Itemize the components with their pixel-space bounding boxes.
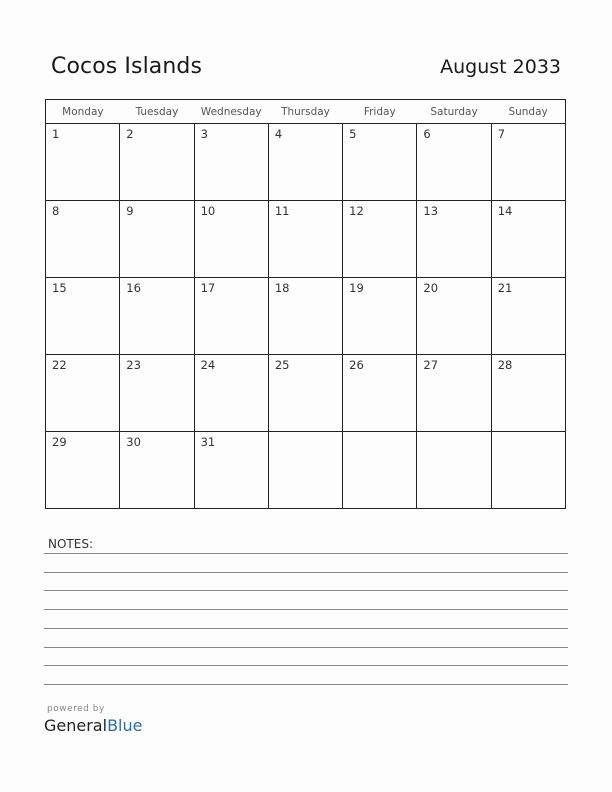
day-number	[417, 432, 490, 435]
day-cell	[120, 355, 194, 432]
day-number: 17	[200, 281, 216, 295]
note-line	[44, 684, 568, 685]
day-number: 3	[200, 127, 208, 141]
day-cell	[120, 124, 194, 201]
day-cell	[120, 432, 194, 509]
notes-label: NOTES:	[48, 537, 93, 551]
day-number: 7	[497, 127, 506, 141]
day-number: 8	[52, 204, 60, 218]
weekday-header: Friday	[343, 100, 417, 124]
day-number: 18	[274, 281, 290, 295]
day-number: 6	[423, 127, 431, 141]
day-cell	[194, 201, 268, 278]
day-number	[492, 432, 565, 435]
day-cell	[343, 278, 417, 355]
day-cell	[491, 432, 565, 509]
day-cell	[417, 201, 491, 278]
day-number	[343, 432, 416, 435]
day-cell	[343, 355, 417, 432]
day-number: 23	[126, 358, 141, 372]
week-row	[46, 278, 566, 355]
day-number: 5	[349, 127, 357, 141]
day-cell	[194, 432, 268, 509]
day-cell	[194, 278, 268, 355]
day-number: 16	[126, 281, 141, 295]
note-line	[44, 647, 568, 648]
day-cell	[343, 201, 417, 278]
brand-general: General	[44, 716, 108, 735]
day-number: 24	[200, 358, 216, 372]
day-number: 12	[349, 204, 364, 218]
week-row	[46, 201, 566, 278]
note-line	[44, 590, 568, 591]
month-year-label: August 2033	[440, 56, 561, 78]
day-number: 22	[52, 358, 67, 372]
powered-by-label: powered by	[47, 704, 105, 714]
day-number: 31	[200, 435, 216, 449]
note-line	[44, 628, 568, 629]
day-number	[269, 432, 342, 435]
calendar-grid	[45, 99, 566, 509]
day-number: 15	[52, 281, 67, 295]
weekday-header: Tuesday	[120, 100, 194, 124]
day-number: 30	[126, 435, 141, 449]
day-number: 2	[126, 127, 134, 141]
day-cell	[120, 201, 194, 278]
day-cell	[268, 124, 342, 201]
day-cell	[491, 278, 565, 355]
day-number: 9	[126, 204, 134, 218]
brand-logo	[44, 716, 142, 735]
week-row	[46, 432, 566, 509]
weekday-header: Wednesday	[194, 100, 268, 124]
day-cell	[46, 124, 120, 201]
weekday-header: Sunday	[491, 100, 565, 124]
note-line	[44, 665, 568, 666]
day-cell	[491, 124, 565, 201]
day-number: 29	[52, 435, 67, 449]
day-cell	[491, 201, 565, 278]
day-number: 13	[423, 204, 439, 218]
day-cell	[417, 432, 491, 509]
brand-blue: Blue	[107, 716, 143, 735]
day-number: 14	[497, 204, 513, 218]
day-cell	[46, 201, 120, 278]
day-number: 26	[349, 358, 364, 372]
day-cell	[268, 432, 342, 509]
day-cell	[120, 278, 194, 355]
day-cell	[268, 201, 342, 278]
day-number: 10	[200, 204, 216, 218]
day-cell	[46, 432, 120, 509]
week-row	[46, 124, 566, 201]
day-cell	[194, 355, 268, 432]
day-cell	[343, 432, 417, 509]
weekday-header-row	[46, 100, 566, 124]
day-cell	[343, 124, 417, 201]
note-line	[44, 609, 568, 610]
day-cell	[417, 355, 491, 432]
day-cell	[417, 124, 491, 201]
day-number: 28	[497, 358, 513, 372]
day-cell	[194, 124, 268, 201]
day-cell	[46, 278, 120, 355]
day-number: 20	[423, 281, 439, 295]
calendar-title: Cocos Islands	[51, 54, 203, 79]
day-number: 19	[349, 281, 364, 295]
weekday-header: Saturday	[417, 100, 491, 124]
day-number: 21	[497, 281, 513, 295]
weekday-header: Monday	[46, 100, 120, 124]
day-number: 27	[423, 358, 439, 372]
day-number: 11	[274, 204, 290, 218]
day-cell	[417, 278, 491, 355]
day-cell	[491, 355, 565, 432]
note-line	[44, 553, 568, 554]
weekday-header: Thursday	[268, 100, 342, 124]
day-cell	[46, 355, 120, 432]
day-cell	[268, 278, 342, 355]
week-row	[46, 355, 566, 432]
note-line	[44, 572, 568, 573]
day-cell	[268, 355, 342, 432]
day-number: 4	[274, 127, 283, 141]
day-number: 1	[52, 127, 60, 141]
day-number: 25	[274, 358, 290, 372]
